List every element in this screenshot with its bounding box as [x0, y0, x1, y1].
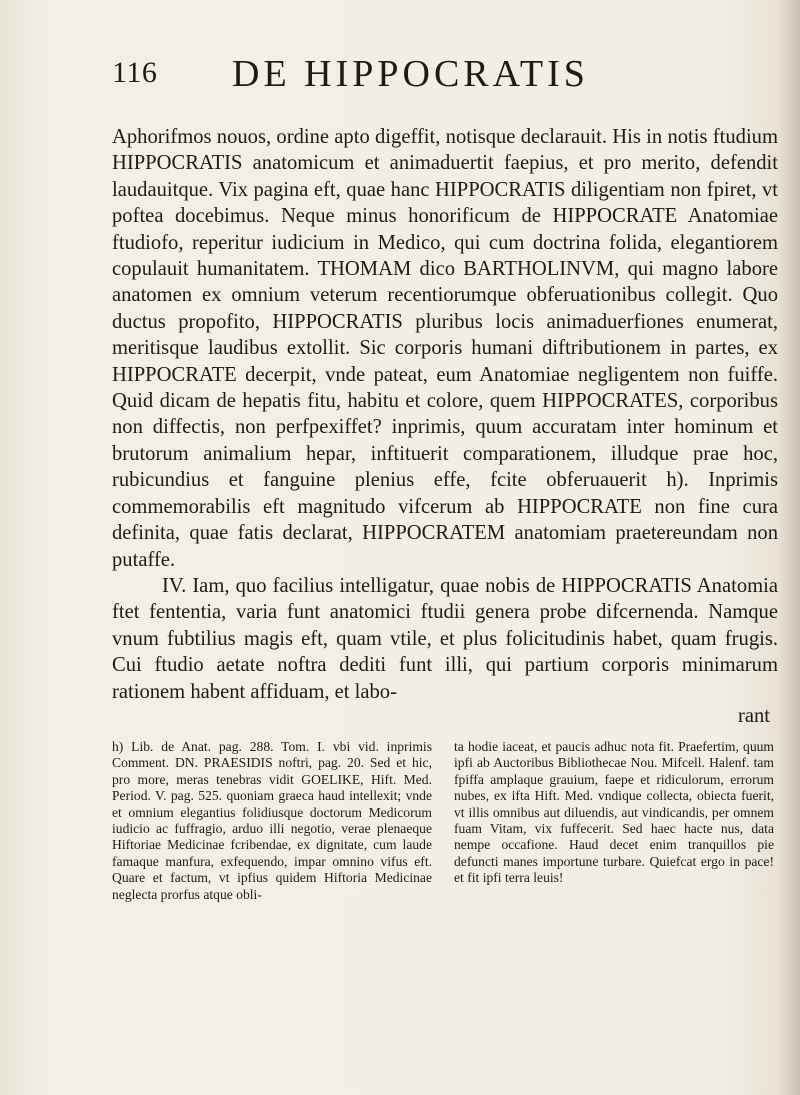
page-edge-shadow: [778, 0, 800, 1095]
footnotes: [112, 739, 778, 1039]
footnote-column-right: [454, 739, 774, 887]
catchword: rant: [738, 705, 771, 727]
paragraph-aphorismi: Aphorifmos nouos, ordine apto digeffit, notisque declarauit. His in notis ftudium HIPPOCRATIS anatomicum et animaduertit faepius, et pro merito, defendit laudauitque. Vix pagina eft, quae hanc HIPPOCRATIS diligentiam non fpiret, vt poftea docebimus. Neque minus honorificum de HIPPOCRATE Anatomiae ftudiofo, reperitur iudicium in Medico, qui cum doctrina folida, elegantiorem copulauit humanitatem. THOMAM dico BARTHOLINVM, qui magno labore anatomen ex omnium veterum recentiorumque obferuationibus collegit. Quo ductus propofito, HIPPOCRATIS pluribus locis animaduerfiones enumerat, meritisque laudibus extollit. Sic corporis humani diftributionem in partes, ex HIPPOCRATE decerpit, vnde pateat, eum Anatomiae negligentem non fuiffe. Quid dicam de hepatis fitu, habitu et colore, quem HIPPOCRATES, corporibus non diffectis, non perfpexiffet? inprimis, quum accuratam inter hominum et brutorum animalium hepar, inftituerit comparationem, illudque prae hoc, rubicundius et fanguine plenius effe, fcite obferuauerit h). Inprimis commemorabilis eft magnitudo vifcerum ab HIPPOCRATE non fine cura definita, quae fatis declarat, HIPPOCRATEM anatomiam praetereundam non putaffe.: [112, 126, 778, 571]
paragraph-section-iv: IV. Iam, quo facilius intelligatur, quae nobis de HIPPOCRATIS Anatomia ftet fententia, varia funt anatomici ftudii genera probe difcernenda. Namque vnum fubtilius magis eft, quam vtile, et plus folicitudinis habet, quam frugis. Cui ftudio aetate noftra dediti funt illi, qui partium corporis minimarum rationem habent affiduam, et labo-: [112, 574, 778, 703]
footnote-h-continued: ta hodie iaceat, et paucis adhuc nota fit. Praefertim, quum ipfi ab Auctoribus Bibliothecae Nou. Mifcell. Halenf. tam fpiffa amplaque grauium, faepe et ridiculorum, errorum nubes, ex ifta Hift. Med. vndique collecta, obiecta fuerit, vt illis omnibus aut diluendis, aut vindicandis, per omnem fuam Vitam, vix fuffecerit. Sed haec hacte nus, data nempe occafione. Haud decet enim tranquillos pie defuncti manes importune turbare. Quiefcat ergo in pace! et fit ipfi terra leuis!: [454, 739, 774, 886]
main-text: [112, 124, 778, 705]
footnote-column-left: [112, 739, 432, 903]
page-header: [112, 52, 772, 95]
page-number: 116: [112, 56, 158, 89]
running-title: DE HIPPOCRATIS: [232, 53, 589, 95]
footnote-h: h) Lib. de Anat. pag. 288. Tom. I. vbi vid. inprimis Comment. DN. PRAESIDIS noftri, pag. 20. Sed et hic, pro more, meras tenebras vidit GOELIKE, Hift. Med. Period. V. pag. 525. quoniam graeca haud intellexit; vnde et omnium elegantius folidiusque doctorum Medicorum iudicio ac fuffragio, arduo illi negotio, verae plenaeque Hiftoriae Medicinae fcribendae, ex dignitate, cum laude famaque manfura, exfequendo, impar omnino vifus eft. Quare et factum, vt ipfius quidem Hiftoria Medicinae neglecta prorfus atque obli-: [112, 739, 432, 902]
